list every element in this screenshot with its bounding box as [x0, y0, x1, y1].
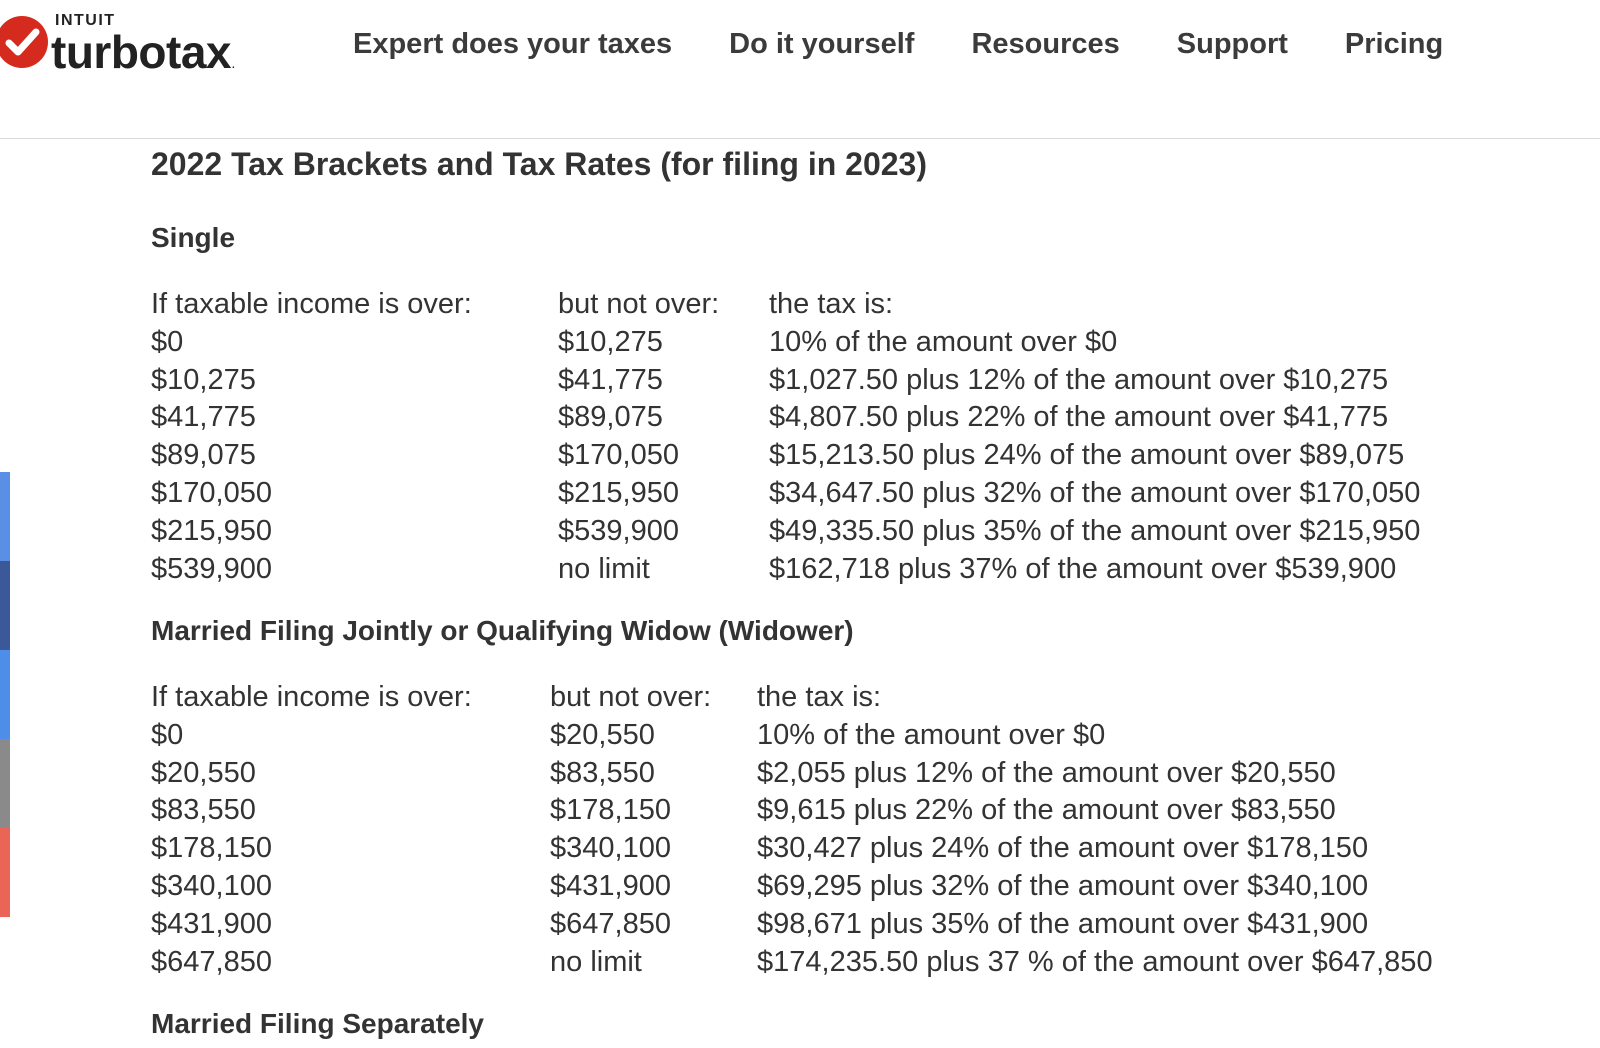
not-over-cell: $41,775 [558, 363, 663, 396]
table-row [151, 944, 1433, 982]
tax-is-cell: $4,807.50 plus 22% of the amount over $41,775 [769, 401, 1389, 434]
table-row [151, 830, 1433, 868]
column-header: If taxable income is over: [151, 681, 472, 713]
not-over-cell: no limit [558, 552, 650, 585]
tax-is-cell: 10% of the amount over $0 [769, 325, 1118, 358]
not-over-cell: $178,150 [550, 794, 671, 827]
tax-is-cell: $162,718 plus 37% of the amount over $539,900 [769, 552, 1397, 585]
table-row [151, 513, 1420, 551]
not-over-cell: $431,900 [550, 869, 671, 902]
turbotax-word: turbotax [51, 26, 231, 78]
income-over-cell: $539,900 [151, 552, 272, 585]
table-row [151, 362, 1420, 400]
share-button-4[interactable] [0, 739, 10, 828]
checkmark-logo-icon [0, 14, 50, 70]
tax-is-cell: $34,647.50 plus 32% of the amount over $170,050 [769, 476, 1421, 509]
table-row [151, 868, 1433, 906]
section-heading-married-separately: Married Filing Separately [151, 1008, 484, 1039]
income-over-cell: $10,275 [151, 363, 256, 396]
tax-is-cell: $15,213.50 plus 24% of the amount over $89,075 [769, 439, 1405, 472]
income-over-cell: $647,850 [151, 945, 272, 978]
tax-is-cell: $30,427 plus 24% of the amount over $178,150 [757, 832, 1369, 865]
income-over-cell: $431,900 [151, 907, 272, 940]
nav-expert-does-your-taxes[interactable]: Expert does your taxes [353, 28, 673, 60]
income-over-cell: $170,050 [151, 476, 272, 509]
not-over-cell: $10,275 [558, 325, 663, 358]
nav-do-it-yourself[interactable]: Do it yourself [729, 28, 915, 60]
site-header [0, 0, 1600, 139]
table-row [151, 717, 1433, 755]
page-title: 2022 Tax Brackets and Tax Rates (for filing in 2023) [151, 146, 927, 182]
income-over-cell: $41,775 [151, 401, 256, 434]
section-heading-married-jointly: Married Filing Jointly or Qualifying Widow (Widower) [151, 615, 854, 646]
column-header: but not over: [558, 288, 720, 320]
table-row [151, 437, 1420, 475]
table-row [151, 551, 1420, 589]
trademark-dot: . [232, 60, 235, 71]
bracket-table-married-jointly [151, 679, 1433, 981]
table-row [151, 792, 1433, 830]
income-over-cell: $89,075 [151, 439, 256, 472]
nav-resources[interactable]: Resources [971, 28, 1120, 60]
tax-is-cell: $174,235.50 plus 37 % of the amount over $647,850 [757, 945, 1433, 978]
column-header: the tax is: [769, 288, 894, 320]
income-over-cell: $20,550 [151, 756, 256, 789]
income-over-cell: $178,150 [151, 832, 272, 865]
income-over-cell: $83,550 [151, 794, 256, 827]
not-over-cell: $215,950 [558, 476, 679, 509]
nav-support[interactable]: Support [1176, 28, 1288, 60]
section-heading-single: Single [151, 222, 236, 253]
share-button-3[interactable] [0, 650, 10, 739]
share-button-1[interactable] [0, 472, 10, 561]
share-button-5[interactable] [0, 828, 10, 917]
main-nav [353, 24, 1500, 64]
income-over-cell: $0 [151, 325, 184, 358]
not-over-cell: $89,075 [558, 401, 663, 434]
not-over-cell: $340,100 [550, 832, 671, 865]
table-header-row [151, 679, 1433, 717]
income-over-cell: $215,950 [151, 514, 272, 547]
income-over-cell: $0 [151, 718, 184, 751]
not-over-cell: $83,550 [550, 756, 655, 789]
turbotax-logo[interactable] [0, 10, 274, 80]
tax-is-cell: $2,055 plus 12% of the amount over $20,550 [757, 756, 1336, 789]
table-row [151, 906, 1433, 944]
column-header: If taxable income is over: [151, 288, 472, 320]
share-button-2[interactable] [0, 561, 10, 650]
tax-is-cell: $9,615 plus 22% of the amount over $83,550 [757, 794, 1336, 827]
table-row [151, 755, 1433, 793]
not-over-cell: $170,050 [558, 439, 679, 472]
tax-is-cell: 10% of the amount over $0 [757, 718, 1106, 751]
income-over-cell: $340,100 [151, 869, 272, 902]
column-header: but not over: [550, 681, 712, 713]
table-row [151, 399, 1420, 437]
tax-is-cell: $69,295 plus 32% of the amount over $340,100 [757, 869, 1369, 902]
not-over-cell: $647,850 [550, 907, 671, 940]
not-over-cell: no limit [550, 945, 642, 978]
tax-is-cell: $1,027.50 plus 12% of the amount over $10,275 [769, 363, 1389, 396]
tax-is-cell: $49,335.50 plus 35% of the amount over $215,950 [769, 514, 1421, 547]
table-header-row [151, 286, 1420, 324]
not-over-cell: $20,550 [550, 718, 655, 751]
nav-pricing[interactable]: Pricing [1344, 28, 1444, 60]
column-header: the tax is: [757, 681, 882, 713]
bracket-table-single [151, 286, 1420, 588]
tax-is-cell: $98,671 plus 35% of the amount over $431,900 [757, 907, 1369, 940]
turbotax-wordmark [51, 27, 234, 91]
table-row [151, 475, 1420, 513]
intuit-wordmark: INTUIT [55, 12, 116, 29]
table-row [151, 324, 1420, 362]
not-over-cell: $539,900 [558, 514, 679, 547]
